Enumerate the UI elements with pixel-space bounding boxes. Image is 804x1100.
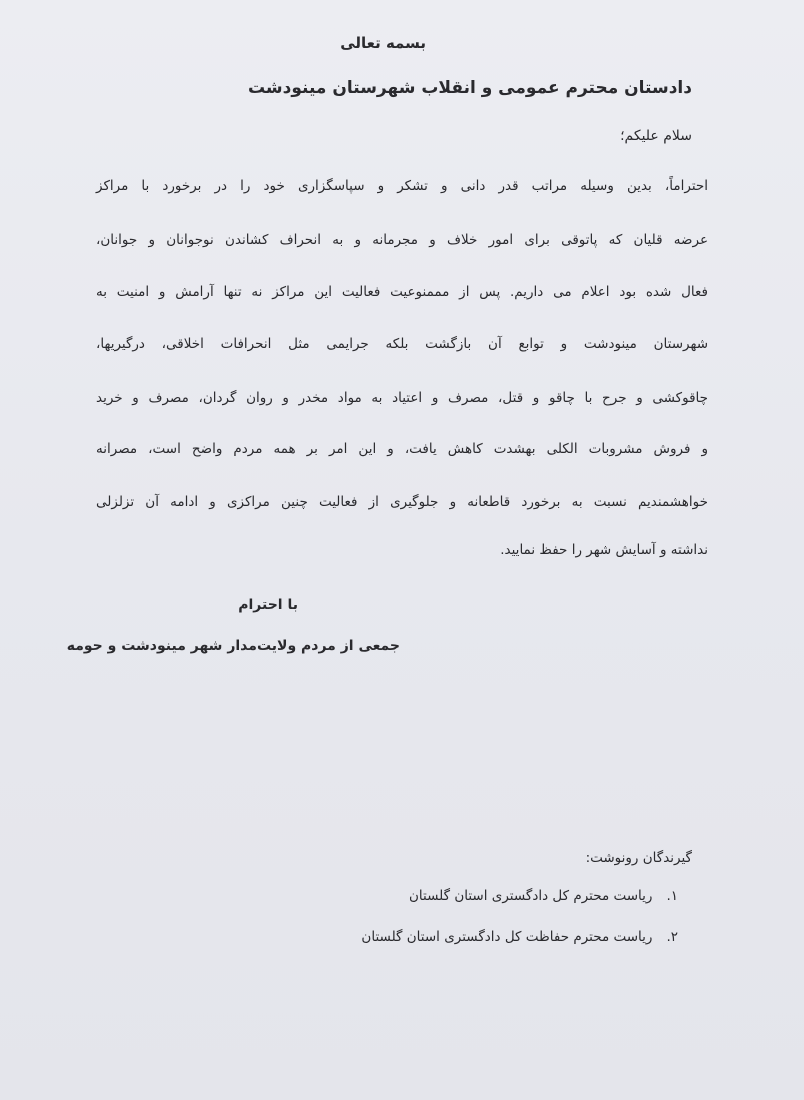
cc-item-text: ریاست محترم کل دادگستری استان گلستان bbox=[409, 888, 653, 904]
cc-title: گیرندگان رونوشت: bbox=[585, 850, 692, 866]
body-line-6: و فروش مشروبات الکلی بهشدت کاهش یافت، و این امر بر همه مردم واضح است، مصرانه bbox=[96, 441, 708, 457]
letter-invocation: بسمه تعالی bbox=[340, 34, 426, 52]
letter-signature: جمعی از مردم ولایت‌مدار شهر مینودشت و حومه bbox=[66, 638, 400, 654]
body-line-5: چاقوکشی و جرح با چاقو و قتل، مصرف و اعتیاد به مواد مخدر و روان گردان، مصرف و خرید bbox=[96, 390, 708, 406]
letter-addressee: دادستان محترم عمومی و انقلاب شهرستان مینودشت bbox=[247, 78, 692, 98]
body-line-7: خواهشمندیم نسبت به برخورد قاطعانه و جلوگیری از فعالیت چنین مراکزی و ادامه آن تزلزلی bbox=[96, 494, 708, 510]
cc-item-text: ریاست محترم حفاظت کل دادگستری استان گلستان bbox=[361, 929, 653, 945]
cc-item-number: ۲. bbox=[666, 929, 678, 945]
letter-closing: با احترام bbox=[238, 597, 298, 613]
cc-item-number: ۱. bbox=[666, 888, 678, 904]
body-line-8: نداشته و آسایش شهر را حفظ نمایید. bbox=[500, 542, 708, 558]
cc-item-2 bbox=[361, 929, 678, 945]
body-line-2: عرضه قلیان که پاتوقی برای امور خلاف و مجرمانه و به انحراف کشاندن نوجوانان و جوانان، bbox=[96, 232, 708, 248]
letter-greeting: سلام علیکم؛ bbox=[620, 128, 692, 144]
cc-item-1 bbox=[409, 888, 678, 904]
body-line-3: فعال شده بود اعلام می داریم. پس از مممنوعیت فعالیت این مراکز نه تنها آرامش و امنیت به bbox=[96, 284, 708, 300]
body-line-4: شهرستان مینودشت و توابع آن بازگشت بلکه جرایمی مثل انحرافات اخلاقی، درگیریها، bbox=[96, 336, 708, 352]
body-line-1: احتراماً، بدین وسیله مراتب قدر دانی و تشکر و سپاسگزاری خود را در برخورد با مراکز bbox=[96, 178, 708, 194]
